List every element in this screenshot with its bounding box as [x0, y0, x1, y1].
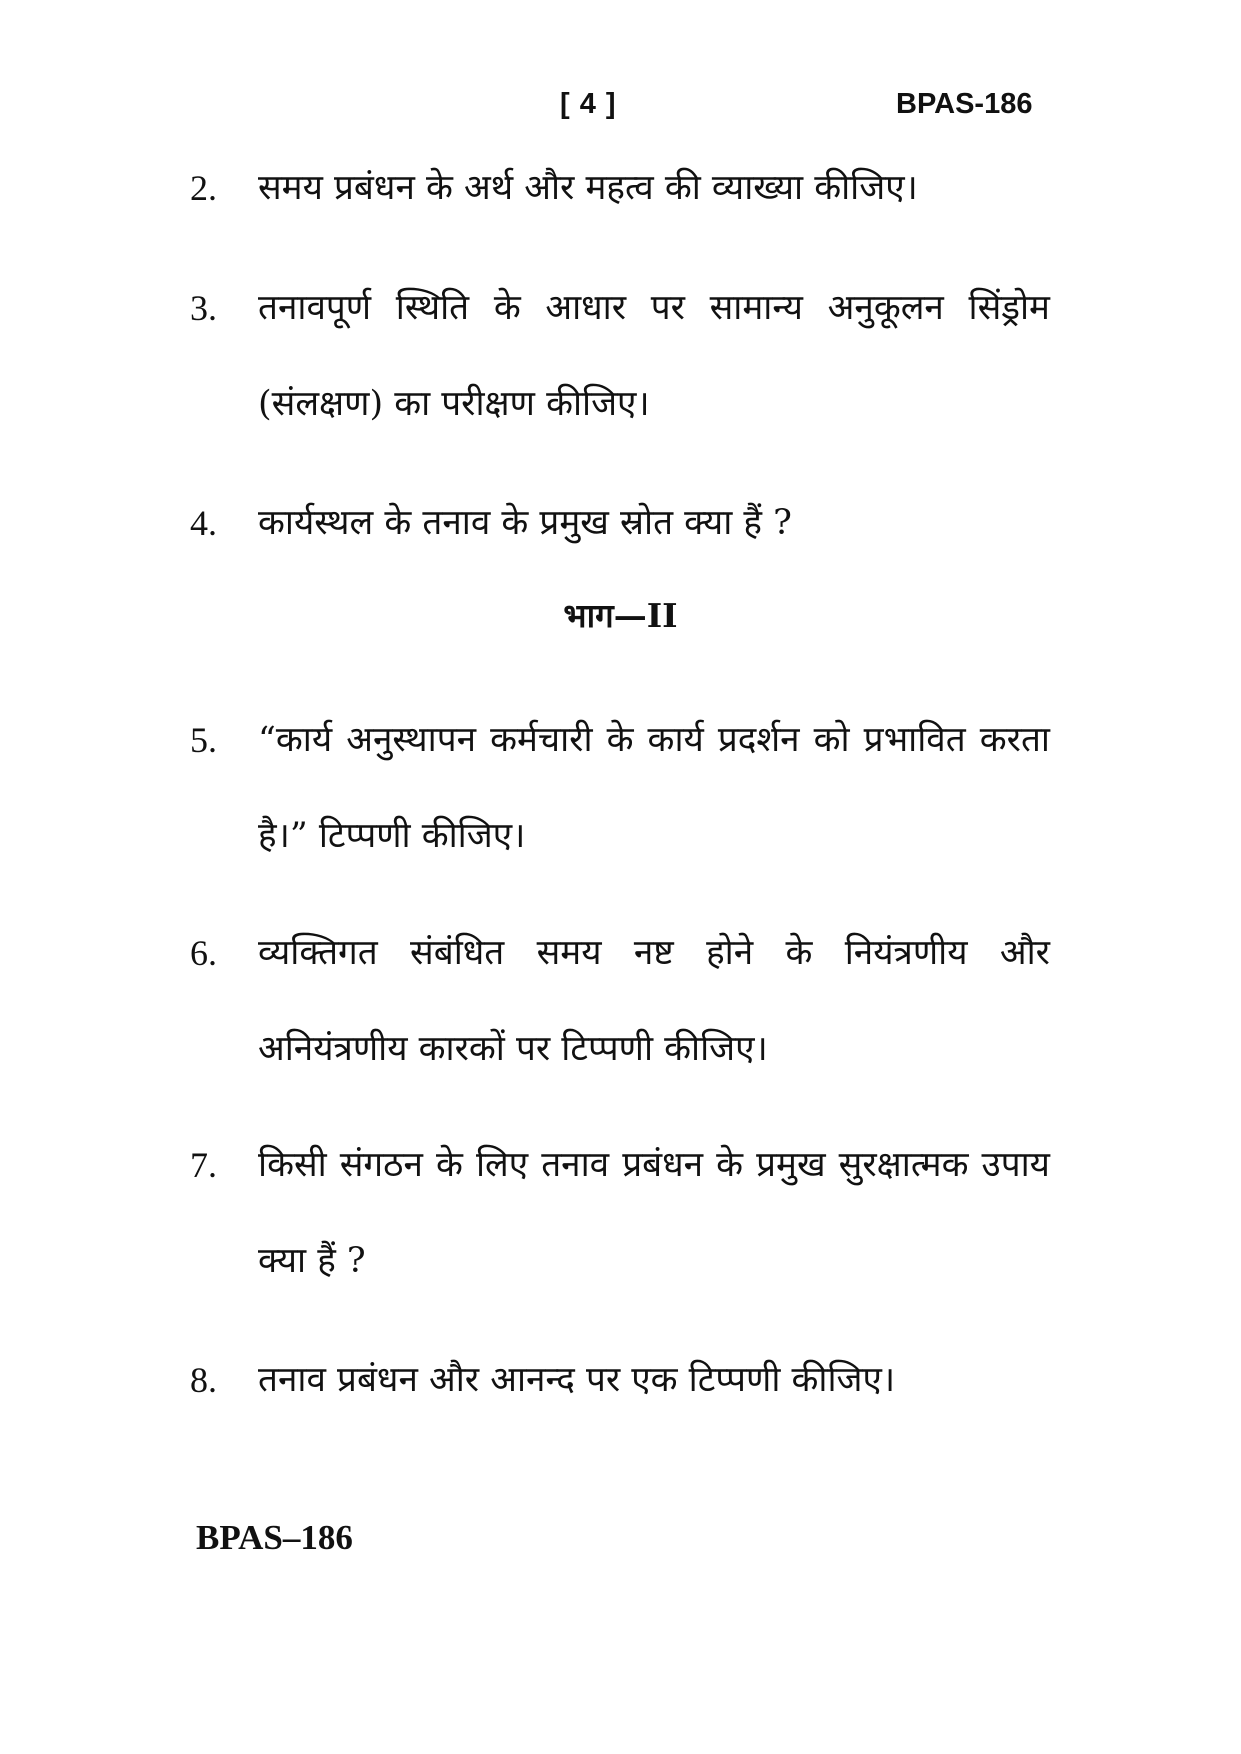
- question-text: किसी संगठन के लिए तनाव प्रबंधन के प्रमुख सुरक्षात्मक उपाय क्या हैं ?: [258, 1145, 1050, 1281]
- question-text: समय प्रबंधन के अर्थ और महत्व की व्याख्या कीजिए।: [258, 168, 918, 208]
- question-3: [190, 260, 1050, 452]
- question-2: [190, 140, 1050, 236]
- question-number: 8.: [190, 1360, 217, 1400]
- question-5: [190, 692, 1050, 884]
- question-8: [190, 1332, 1050, 1428]
- question-number: 7.: [190, 1145, 217, 1185]
- question-number: 5.: [190, 720, 217, 760]
- header-paper-code: BPAS-186: [896, 88, 1033, 120]
- question-text: “कार्य अनुस्थापन कर्मचारी के कार्य प्रदर्शन को प्रभावित करता है।” टिप्पणी कीजिए।: [258, 720, 1050, 856]
- section-heading: भाग—II: [563, 596, 678, 635]
- question-number: 4.: [190, 503, 217, 543]
- question-number: 2.: [190, 168, 217, 208]
- question-4: [190, 475, 1050, 571]
- question-number: 6.: [190, 933, 217, 973]
- question-6: [190, 905, 1050, 1097]
- question-text: तनावपूर्ण स्थिति के आधार पर सामान्य अनुकूलन सिंड्रोम (संलक्षण) का परीक्षण कीजिए।: [258, 288, 1050, 424]
- footer-paper-code: BPAS–186: [196, 1518, 353, 1557]
- question-7: [190, 1117, 1050, 1309]
- question-text: तनाव प्रबंधन और आनन्द पर एक टिप्पणी कीजिए।: [258, 1360, 896, 1400]
- page-number: [ 4 ]: [560, 88, 617, 120]
- question-number: 3.: [190, 288, 217, 328]
- question-text: कार्यस्थल के तनाव के प्रमुख स्रोत क्या हैं ?: [258, 503, 792, 543]
- question-text: व्यक्तिगत संबंधित समय नष्ट होने के नियंत्रणीय और अनियंत्रणीय कारकों पर टिप्पणी कीजिए।: [258, 933, 1050, 1069]
